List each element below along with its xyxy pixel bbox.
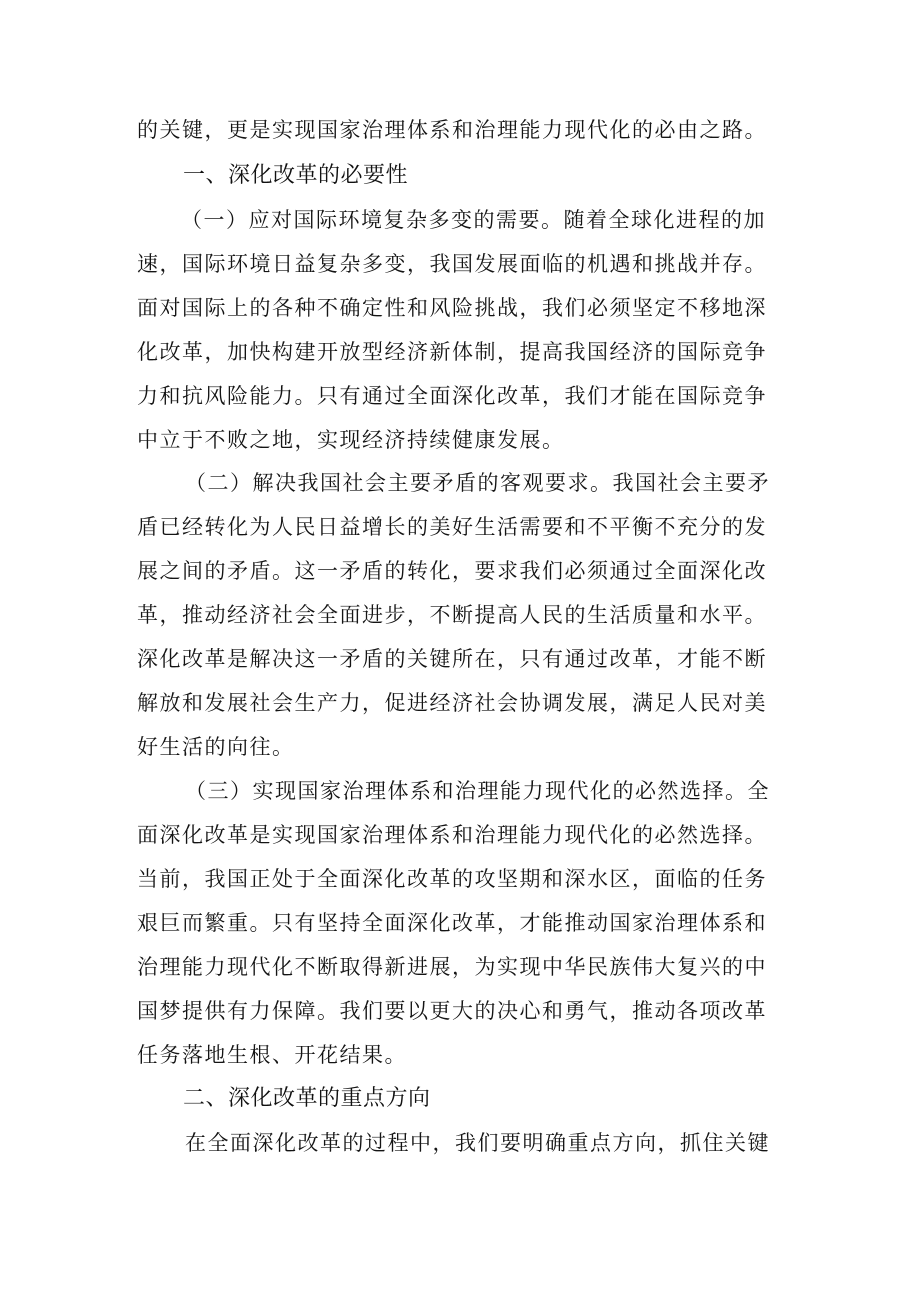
paragraph-line: 艰巨而繁重。只有坚持全面深化改革，才能推动国家治理体系和 [137, 911, 767, 935]
paragraph-line: 的关键，更是实现国家治理体系和治理能力现代化的必由之路。 [137, 118, 767, 142]
paragraph-line: 国梦提供有力保障。我们要以更大的决心和勇气，推动各项改革 [137, 999, 767, 1023]
paragraph-line: 中立于不败之地，实现经济持续健康发展。 [137, 428, 565, 452]
paragraph-line: 好生活的向往。 [137, 735, 295, 759]
paragraph-line: 面深化改革是实现国家治理体系和治理能力现代化的必然选择。 [137, 823, 767, 847]
paragraph-line: 治理能力现代化不断取得新进展，为实现中华民族伟大复兴的中 [137, 955, 767, 979]
paragraph-line: 速，国际环境日益复杂多变，我国发展面临的机遇和挑战并存。 [137, 252, 767, 276]
paragraph-line: 在全面深化改革的过程中，我们要明确重点方向，抓住关键 [185, 1131, 770, 1155]
paragraph-line: （三）实现国家治理体系和治理能力现代化的必然选择。全 [185, 779, 770, 803]
paragraph-line: 解放和发展社会生产力，促进经济社会协调发展，满足人民对美 [137, 691, 767, 715]
section-heading-2: 二、深化改革的重点方向 [183, 1086, 431, 1111]
paragraph-line: 化改革，加快构建开放型经济新体制，提高我国经济的国际竞争 [137, 340, 767, 364]
paragraph-line: 面对国际上的各种不确定性和风险挑战，我们必须坚定不移地深 [137, 296, 767, 320]
paragraph-line: 当前，我国正处于全面深化改革的攻坚期和深水区，面临的任务 [137, 867, 767, 891]
paragraph-line: 力和抗风险能力。只有通过全面深化改革，我们才能在国际竞争 [137, 384, 767, 408]
paragraph-line: 盾已经转化为人民日益增长的美好生活需要和不平衡不充分的发 [137, 515, 767, 539]
paragraph-line: 革，推动经济社会全面进步，不断提高人民的生活质量和水平。 [137, 603, 767, 627]
paragraph-line: 展之间的矛盾。这一矛盾的转化，要求我们必须通过全面深化改 [137, 559, 767, 583]
paragraph-line: （一）应对国际环境复杂多变的需要。随着全球化进程的加 [181, 208, 766, 232]
paragraph-line: （二）解决我国社会主要矛盾的客观要求。我国社会主要矛 [185, 471, 770, 495]
paragraph-line: 任务落地生根、开花结果。 [137, 1043, 407, 1067]
paragraph-line: 深化改革是解决这一矛盾的关键所在，只有通过改革，才能不断 [137, 647, 767, 671]
section-heading-1: 一、深化改革的必要性 [183, 163, 409, 188]
